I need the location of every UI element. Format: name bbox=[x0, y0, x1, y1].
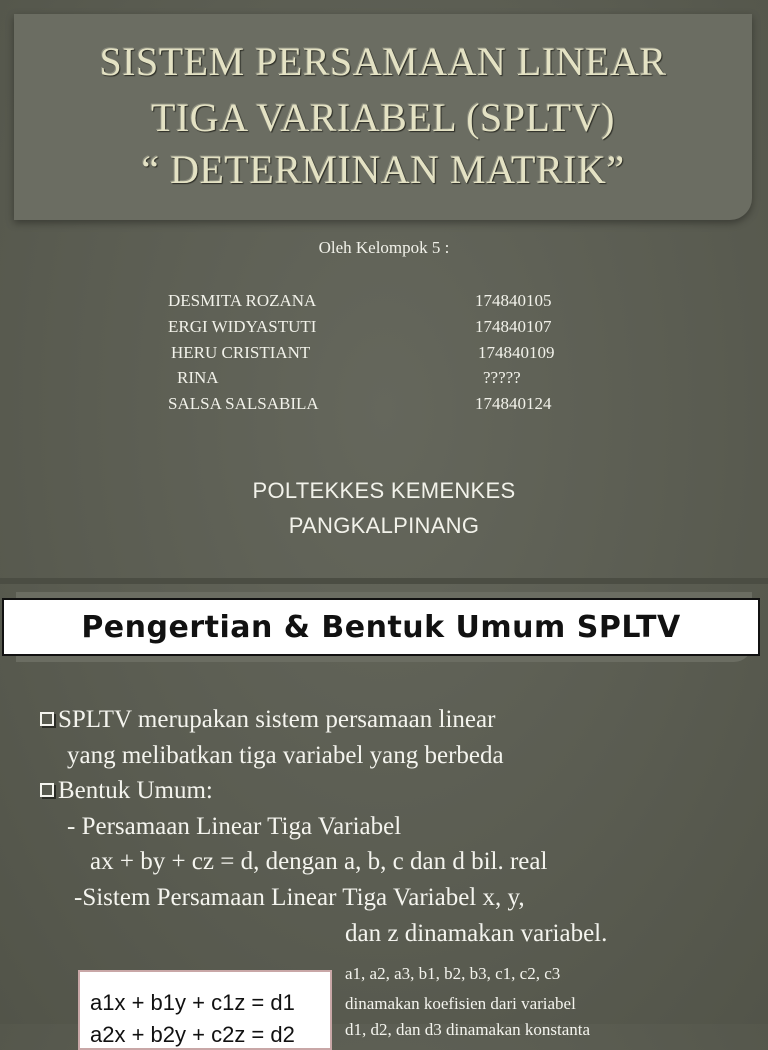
slide-heading: Pengertian & Bentuk Umum SPLTV bbox=[81, 609, 681, 645]
body-line-1: SPLTV merupakan sistem persamaan linear bbox=[40, 706, 495, 734]
heading-box bbox=[2, 598, 760, 656]
member-name: RINA bbox=[177, 368, 219, 387]
member-name: SALSA SALSABILA bbox=[168, 394, 319, 413]
institution-line-2: PANGKALPINANG bbox=[288, 513, 480, 538]
member-name: HERU CRISTIANT bbox=[171, 343, 311, 362]
title-line-1: SISTEM PERSAMAAN LINEAR bbox=[99, 39, 667, 84]
institution-line-1: POLTEKKES KEMENKES bbox=[252, 478, 516, 503]
body-line-5: ax + by + cz = d, dengan a, b, c dan d bil. real bbox=[90, 848, 548, 875]
member-id: 174840107 bbox=[475, 317, 552, 336]
equation-box bbox=[78, 970, 332, 1050]
member-id: 174840105 bbox=[475, 291, 552, 310]
note-line-1: a1, a2, a3, b1, b2, b3, c1, c2, c3 bbox=[345, 964, 561, 983]
body-line-6: -Sistem Persamaan Linear Tiga Variabel x, y, bbox=[74, 884, 525, 911]
definition-slide bbox=[0, 578, 768, 1047]
body-line-2: yang melibatkan tiga variabel yang berbeda bbox=[67, 742, 504, 769]
member-id: 174840109 bbox=[478, 343, 555, 362]
body-line-4: - Persamaan Linear Tiga Variabel bbox=[67, 813, 402, 840]
note-line-2: dinamakan koefisien dari variabel bbox=[345, 994, 576, 1013]
body-line-3: Bentuk Umum: bbox=[40, 777, 213, 805]
member-id: 174840124 bbox=[475, 394, 552, 413]
body-line-7: dan z dinamakan variabel. bbox=[345, 920, 608, 947]
checkbox-bullet-icon bbox=[40, 712, 54, 726]
checkbox-bullet-icon bbox=[40, 783, 54, 797]
title-line-2: TIGA VARIABEL (SPLTV) bbox=[151, 95, 615, 140]
equation-line-1: a1x + b1y + c1z = d1 bbox=[90, 990, 295, 1015]
member-name: DESMITA ROZANA bbox=[168, 291, 317, 310]
equation-line-2: a2x + b2y + c2z = d2 bbox=[90, 1022, 295, 1047]
title-line-3: “ DETERMINAN MATRIK” bbox=[141, 147, 625, 192]
member-name: ERGI WIDYASTUTI bbox=[168, 317, 317, 336]
note-line-3: d1, d2, dan d3 dinamakan konstanta bbox=[345, 1020, 591, 1039]
author-label: Oleh Kelompok 5 : bbox=[318, 238, 450, 257]
member-id: ????? bbox=[483, 368, 521, 387]
